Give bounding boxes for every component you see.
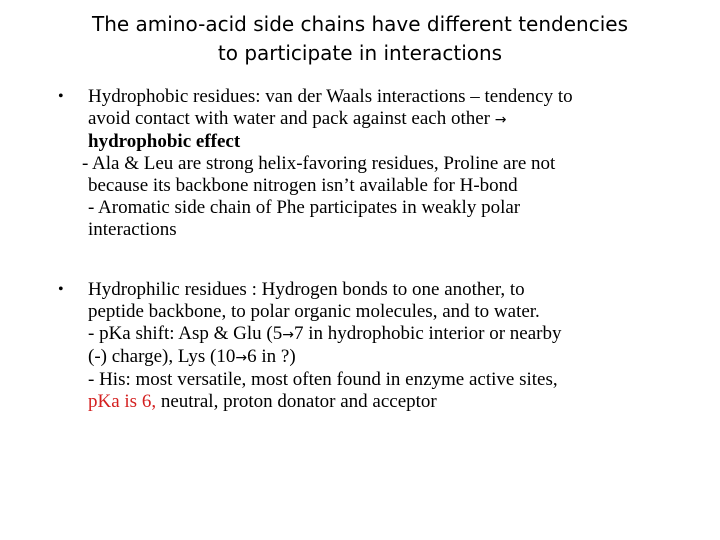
bullet-hydrophilic	[58, 279, 658, 413]
bullet-marker: •	[58, 281, 64, 298]
arrow-right-icon: →	[282, 327, 294, 343]
text-span: (-) charge), Lys (10	[88, 346, 236, 367]
text-line: - Ala & Leu are strong helix-favoring residues, Proline are not	[82, 153, 556, 174]
text-line	[88, 323, 658, 346]
pka-highlight: pKa is 6,	[88, 391, 157, 412]
text-span: - pKa shift: Asp & Glu (5	[88, 323, 283, 344]
arrow-right-icon: →	[235, 350, 248, 366]
text-line: - His: most versatile, most often found in enzyme active sites,	[88, 369, 558, 390]
text-span: avoid contact with water and pack against each other	[88, 108, 490, 129]
text-line	[88, 108, 658, 131]
text-line-bold: hydrophobic effect	[88, 131, 241, 152]
text-line: Hydrophilic residues : Hydrogen bonds to one another, to	[88, 279, 525, 300]
text-line: Hydrophobic residues: van der Waals interactions – tendency to	[88, 86, 573, 107]
slide-title	[0, 10, 720, 68]
text-line: interactions	[88, 219, 177, 240]
text-span: neutral, proton donator and acceptor	[156, 391, 437, 412]
title-line-2: to participate in interactions	[217, 41, 503, 65]
text-span: 7 in hydrophobic interior or nearby	[293, 323, 562, 344]
text-line: - Aromatic side chain of Phe participates in weakly polar	[88, 197, 521, 218]
text-line	[88, 391, 658, 413]
text-line: because its backbone nitrogen isn’t available for H-bond	[88, 175, 518, 196]
arrow-right-icon: →	[494, 112, 507, 128]
text-span: 6 in ?)	[247, 346, 296, 367]
title-line-1: The amino-acid side chains have different tendencies	[92, 12, 628, 36]
bullet-marker: •	[58, 88, 64, 105]
text-line	[88, 346, 658, 369]
text-line: peptide backbone, to polar organic molecules, and to water.	[88, 301, 540, 322]
bullet-hydrophobic	[58, 86, 658, 241]
